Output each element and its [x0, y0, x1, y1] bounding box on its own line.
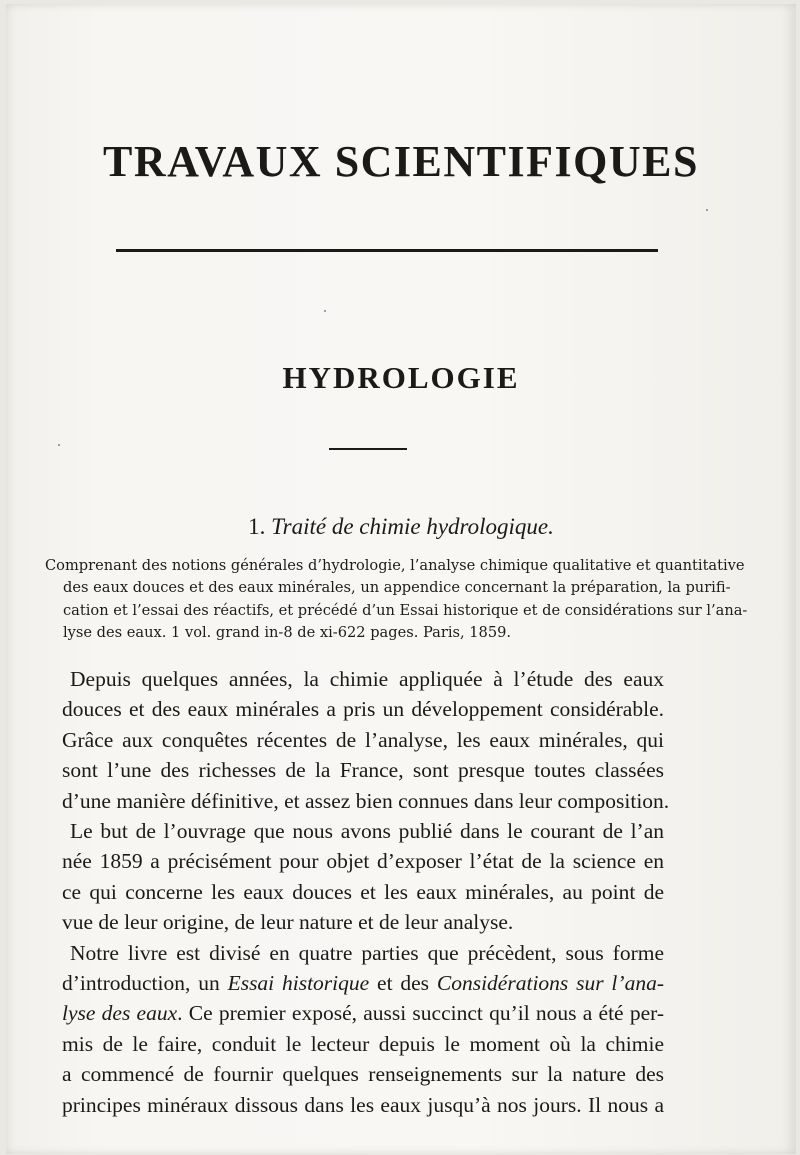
text-line: Grâce aux conquêtes récentes de l’analyse, les eaux minérales, qui	[62, 727, 664, 752]
text-line	[62, 998, 664, 1028]
text-line: douces et des eaux minérales a pris un développement considérable.	[62, 697, 664, 722]
entry-number: 1.	[248, 514, 266, 539]
section-title: HYDROLOGIE	[282, 360, 520, 395]
entry-title: Traité de chimie hydrologique.	[271, 514, 554, 539]
text-line: Depuis quelques années, la chimie appliquée à l’étude des eaux	[70, 667, 664, 691]
paragraph	[62, 938, 664, 1120]
paper-speck	[58, 444, 60, 446]
paper-speck	[324, 310, 326, 312]
text-line: vue de leur origine, de leur nature et de leur analyse.	[62, 910, 514, 935]
italic-title: Considérations sur l’ana-	[436, 971, 664, 996]
text-line: née 1859 a précisément pour objet d’exposer l’état de la science en	[62, 849, 664, 874]
abstract-line: cation et l’essai des réactifs, et précédé d’un Essai historique et de considérations sur l’ana-	[63, 601, 748, 619]
text-segment: et des	[369, 971, 437, 996]
text-line	[62, 968, 664, 998]
title-rule	[116, 249, 658, 252]
paper-speck	[706, 209, 708, 211]
body-text	[62, 664, 670, 1120]
bibliographic-abstract	[41, 555, 748, 645]
paragraph	[62, 664, 670, 816]
abstract-line: Comprenant des notions générales d’hydrologie, l’analyse chimique qualitative et quantitative	[45, 557, 745, 574]
text-segment: . Ce premier exposé, aussi succinct qu’il nous a été per-	[177, 1001, 665, 1026]
text-line: sont l’une des richesses de la France, sont presque toutes classées	[62, 758, 664, 783]
text-segment: d’introduction, un	[62, 971, 228, 996]
text-line: Le but de l’ouvrage que nous avons publié dans le courant de l’an	[70, 819, 664, 844]
document-page	[6, 4, 796, 1154]
text-line: d’une manière définitive, et assez bien connues dans leur composition.	[62, 788, 670, 813]
entry-heading	[6, 510, 796, 544]
text-line: Notre livre est divisé en quatre parties que précèdent, sous forme	[70, 940, 664, 965]
italic-title: Essai historique	[227, 971, 370, 996]
section-rule	[329, 448, 407, 450]
text-line: principes minéraux dissous dans les eaux jusqu’à nos jours. Il nous a	[62, 1092, 664, 1117]
text-line: ce qui concerne les eaux douces et les eaux minérales, au point de	[62, 879, 664, 904]
main-title: TRAVAUX SCIENTIFIQUES	[103, 137, 699, 186]
paragraph	[62, 816, 664, 938]
italic-title: lyse des eaux	[62, 1001, 178, 1026]
text-line: mis de le faire, conduit le lecteur depuis le moment où la chimie	[62, 1031, 664, 1056]
abstract-line: lyse des eaux. 1 vol. grand in-8 de xi-622 pages. Paris, 1859.	[63, 624, 512, 642]
abstract-line: des eaux douces et des eaux minérales, un appendice concernant la préparation, la purifi-	[63, 579, 731, 597]
text-line: a commencé de fournir quelques renseignements sur la nature des	[62, 1062, 664, 1087]
